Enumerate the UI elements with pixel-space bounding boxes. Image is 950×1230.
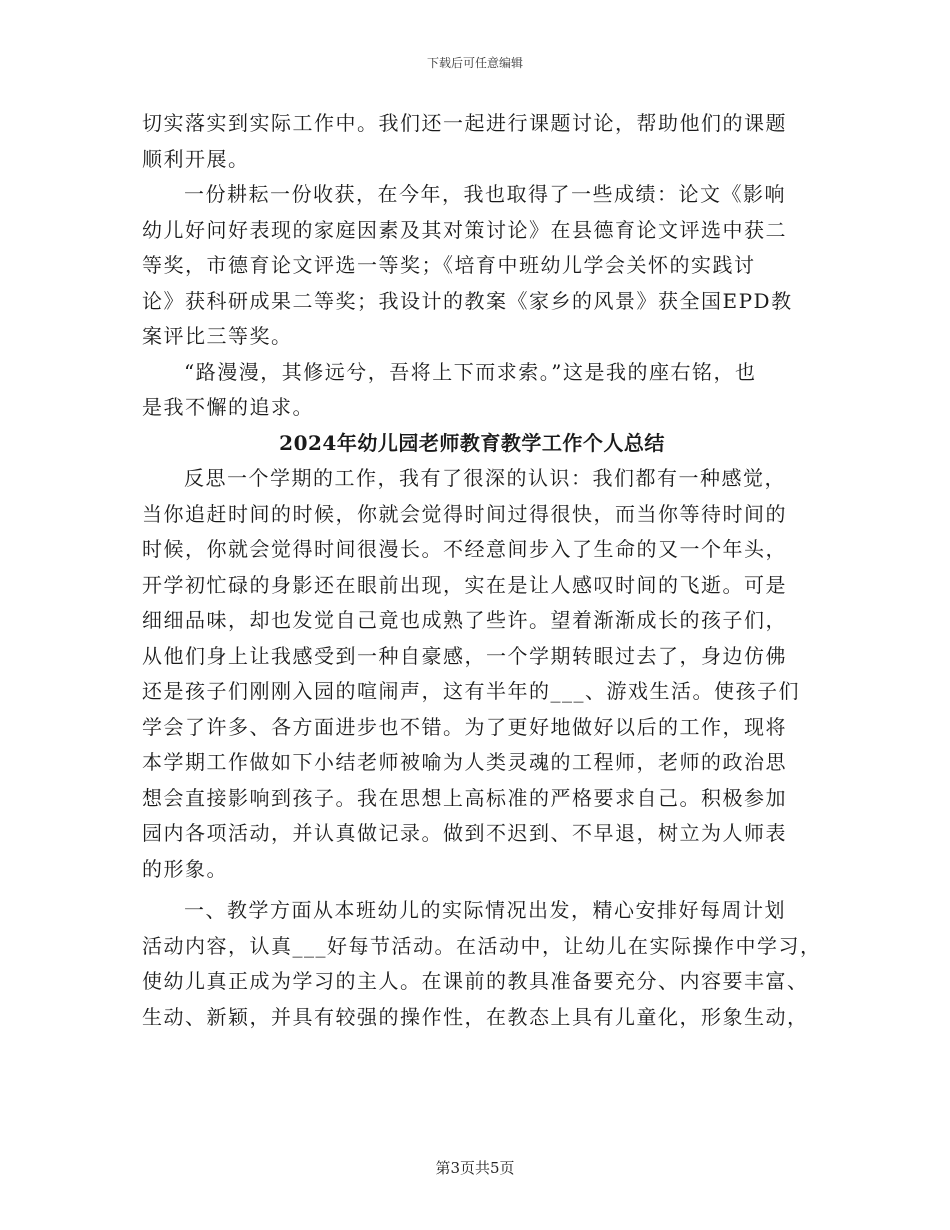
text-line: 幼儿好问好表现的家庭因素及其对策讨论》在县德育论文评选中获二 [142,217,787,242]
text-line: 当你追赶时间的时候，你就会觉得时间过得很快，而当你等待时间的 [142,501,787,526]
text-line: 生动、新颖，并具有较强的操作性，在教态上具有儿童化，形象生动， [142,1004,809,1029]
text-line: 时候，你就会觉得时间很漫长。不经意间步入了生命的又一个年头， [142,537,787,561]
text-line: 反思一个学期的工作，我有了很深的认识：我们都有一种感觉， [184,466,786,490]
text-line: 想会直接影响到孩子。我在思想上高标准的严格要求自己。积极参加 [142,785,787,810]
paragraph-3 [142,355,810,426]
text-line: 一、教学方面从本班幼儿的实际情况出发，精心安排好每周计划 [184,898,786,922]
text-line: 切实落实到实际工作中。我们还一起进行课题讨论，帮助他们的课题 [142,111,787,135]
paragraph-1 [142,106,810,177]
text-line: 从他们身上让我感受到一种自豪感，一个学期转眼过去了，身边仿佛 [142,643,787,668]
text-line: 等奖，市德育论文评选一等奖；《培育中班幼儿学会关怀的实践讨 [142,253,756,277]
page-footer: 第3页共5页 [435,1159,515,1177]
document-body [142,106,822,1035]
text-line: 学会了许多、各方面进步也不错。为了更好地做好以后的工作，现将 [142,714,787,739]
text-line: 论》获科研成果二等奖；我设计的教案《家乡的风景》获全国EPD教 [142,288,793,313]
text-line: 的形象。 [142,856,228,881]
page-header: 下载后可任意编辑 [426,56,523,70]
paragraph-4 [142,461,810,887]
text-line: 顺利开展。 [142,146,250,171]
paragraph-5 [142,893,822,1035]
text-line: 案评比三等奖。 [142,324,293,348]
section-title: 2024年幼儿园老师教育教学工作个人总结 [279,430,665,455]
text-line: 细细品味，却也发觉自己竟也成熟了些许。望着渐渐成长的孩子们， [142,608,787,632]
text-line: 活动内容，认真___好每节活动。在活动中，让幼儿在实际操作中学习， [142,933,822,958]
text-line: 还是孩子们刚刚入园的喧闹声，这有半年的___、游戏生活。使孩子们 [142,679,800,703]
text-line: 本学期工作做如下小结老师被喻为人类灵魂的工程师，老师的政治思 [142,750,787,774]
text-line: 开学初忙碌的身影还在眼前出现，实在是让人感叹时间的飞逝。可是 [142,572,787,597]
text-line: 使幼儿真正成为学习的主人。在课前的教具准备要充分、内容要丰富、 [142,969,809,993]
text-line: “路漫漫，其修远兮，吾将上下而求索。”这是我的座右铭，也 [184,359,757,384]
text-line: 园内各项活动，并认真做记录。做到不迟到、不早退，树立为人师表 [142,821,787,845]
text-line: 是我不懈的追求。 [142,395,314,419]
paragraph-2 [142,177,810,355]
text-line: 一份耕耘一份收获，在今年，我也取得了一些成绩：论文《影响 [184,182,786,206]
